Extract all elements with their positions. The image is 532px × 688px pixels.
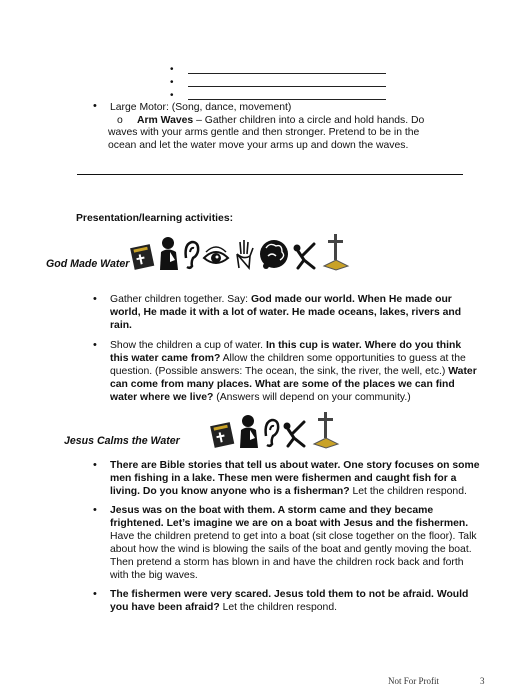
list-item-text: Allow the children some opportunities to guess at the [220,353,466,364]
bullet: • [93,588,97,600]
list-item-text: about how the wind is blowing the sails of the boat and gently moving the boat. [110,544,472,555]
list-item-text: Show the children a cup of water. [110,340,266,351]
cross-book-icon [312,410,340,450]
list-item [110,339,490,404]
blank-line [188,73,386,74]
hand-icon [232,236,256,272]
list-item-text: Have the children pretend to get into a boat (sit close together on the floor). Talk [110,531,477,542]
bullet: • [170,90,174,101]
blank-line [188,86,386,87]
list-item-emphasis: men fishing in a lake. These men were fishermen and caught fish for a [110,473,457,484]
page-number: 3 [480,676,485,686]
arm-waves-title: Arm Waves [137,115,194,126]
stretching-figure-icon [282,414,310,450]
bullet: • [93,100,97,112]
bible-icon [210,414,236,450]
ear-icon [262,414,280,450]
bullet: • [93,339,97,351]
arm-waves-text: – Gather children into a circle and hold hands. Do [193,115,425,126]
blank-line [188,99,386,100]
bible-icon [130,236,156,272]
list-item-text: Gather children together. Say: [110,294,251,305]
bullet: • [93,459,97,471]
list-item [110,293,480,332]
list-item-emphasis: The fishermen were very scared. Jesus told them to not be afraid. Would [110,589,469,600]
list-item-text: question. (Possible answers: The ocean, the sink, the river, the well, etc.) [110,366,449,377]
bullet: • [93,504,97,516]
list-item-emphasis: rain. [110,320,132,331]
list-item-emphasis: water where we live? [110,392,214,403]
list-item-emphasis: living. Do you know anyone who is a fisherman? [110,486,350,497]
section-title-jesus-calms-the-water: Jesus Calms the Water [64,435,180,447]
ear-icon [182,236,200,272]
list-item-emphasis: Jesus was on the boat with them. A storm came and they became [110,505,434,516]
arm-waves-text: ocean and let the water move your arms up and down the waves. [108,140,409,151]
section-title-god-made-water: God Made Water [46,258,130,270]
list-item-text: (Answers will depend on your community.) [213,392,411,403]
praying-child-icon [238,414,260,450]
bullet: • [170,64,174,75]
list-item-emphasis: world, He made it with a lot of water. He made oceans, lakes, rivers and [110,307,462,318]
brain-head-icon [258,236,290,272]
footer-label: Not For Profit [388,676,440,686]
large-motor-label: Large Motor: (Song, dance, movement) [110,102,292,113]
section-divider [77,174,463,175]
list-item-emphasis: Water [448,366,477,377]
sub-bullet-marker: o [117,115,123,126]
list-item-text: with the big waves. [110,570,198,581]
list-item-text: Let the children respond. [349,486,467,497]
list-item-emphasis: can come from many places. What are some of the places we can find [110,379,455,390]
learning-style-icons [210,410,340,450]
learning-style-icons [130,232,350,272]
list-item [110,588,490,614]
bullet: • [170,77,174,88]
list-item-text: Then pretend a storm has blown in and have the children rock back and forth [110,557,464,568]
list-item [110,504,500,582]
cross-book-icon [322,232,350,272]
list-item-emphasis: In this cup is water. Where do you think [265,340,462,351]
eye-icon [202,236,230,272]
list-item-emphasis: God made our world. When He made our [250,294,452,305]
presentation-heading: Presentation/learning activities: [76,213,234,224]
list-item-emphasis: There are Bible stories that tell us about water. One story focuses on some [110,460,480,471]
praying-child-icon [158,236,180,272]
list-item-emphasis: this water came from? [110,353,221,364]
list-item [110,459,490,498]
list-item-emphasis: frightened. Let’s imagine we are on a boat with Jesus and the fishermen. [110,518,469,529]
bullet: • [93,293,97,305]
arm-waves-text: waves with your arms gentle and then stronger. Pretend to be in the [108,127,420,138]
list-item-emphasis: you have been afraid? [110,602,220,613]
list-item-text: Let the children respond. [219,602,337,613]
stretching-figure-icon [292,236,320,272]
